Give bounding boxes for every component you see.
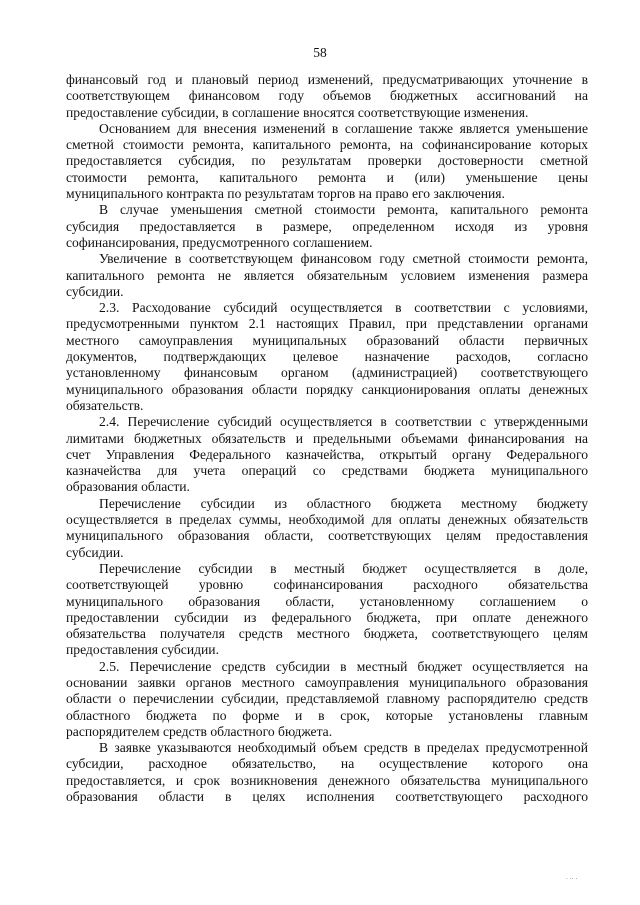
text-line: сметной стоимости ремонта, капитального ремонта, на софинансирование которых [66, 137, 588, 153]
text-line: 2.3. Расходование субсидий осуществляется в соответствии с условиями, [99, 300, 588, 316]
text-line: муниципального контракта по результатам торгов на право его заключения. [66, 186, 505, 202]
document-body [66, 72, 588, 805]
text-line: предоставлении субсидии из федерального бюджета, при оплате денежного [66, 609, 588, 625]
paragraph [66, 300, 588, 414]
text-line: лимитами бюджетных обязательств и предельными объемами финансирования на [66, 430, 588, 446]
text-line: предоставляется, и срок возникновения денежного обязательства муниципального [66, 772, 588, 788]
text-line: образования области. [66, 479, 190, 495]
text-line: соответствующем финансовом году объемов бюджетных ассигнований на [66, 88, 588, 104]
text-line: 2.4. Перечисление субсидий осуществляется в соответствии с утвержденными [99, 414, 588, 430]
text-line: Перечисление субсидии из областного бюджета местному бюджету [99, 495, 588, 511]
text-line: предоставляется субсидия, по результатам проверки достоверности сметной [66, 153, 588, 169]
paragraph [66, 414, 588, 495]
text-line: обязательств. [66, 397, 144, 413]
text-line: счет Управления Федерального казначейства, открытый органу Федерального [66, 446, 588, 462]
text-line: образования области в целях исполнения соответствующего расходного [66, 789, 588, 805]
text-line: предусмотренными пунктом 2.1 настоящих Правил, при представлении органами [66, 316, 588, 332]
text-line: областного бюджета по форме и в срок, которые установлены главным [66, 707, 588, 723]
paragraph [66, 659, 588, 740]
paragraph [66, 251, 588, 300]
paragraph [66, 496, 588, 561]
paragraph [66, 740, 588, 805]
text-line: 2.5. Перечисление средств субсидии в местный бюджет осуществляется на [99, 658, 588, 674]
scan-mark: · ·· · [566, 876, 578, 883]
text-line: субсидии. [66, 544, 124, 560]
text-line: субсидии. [66, 283, 124, 299]
text-line: субсидия предоставляется в размере, определенном исходя из уровня [66, 218, 588, 234]
text-line: осуществляется в пределах суммы, необходимой для оплаты денежных обязательств [66, 512, 588, 528]
text-line: Перечисление субсидии в местный бюджет осуществляется в доле, [99, 560, 588, 576]
text-line: установленному финансовым органом (администрацией) соответствующего [66, 365, 588, 381]
text-line: основании заявки органов местного самоуправления муниципального образования [66, 674, 588, 690]
paragraph [66, 561, 588, 659]
text-line: обязательства получателя средств местного бюджета, соответствующего целям [66, 626, 588, 642]
text-line: финансовый год и плановый период изменений, предусматривающих уточнение в [66, 72, 588, 87]
paragraph [66, 72, 588, 121]
text-line: В случае уменьшения сметной стоимости ремонта, капитального ремонта [99, 202, 588, 218]
text-line: документов, подтверждающих целевое назначение расходов, согласно [66, 349, 588, 365]
paragraph [66, 202, 588, 251]
text-line: распорядителем средств областного бюджета. [66, 723, 333, 739]
paragraph [66, 121, 588, 202]
text-line: муниципального образования области, установленному соглашением о [66, 593, 588, 609]
text-line: муниципального образования области порядку санкционирования оплаты денежных [66, 381, 588, 397]
text-line: софинансирования, предусмотренного соглашением. [66, 234, 373, 250]
text-line: субсидии, расходное обязательство, на осуществление которого она [66, 756, 588, 772]
text-line: Увеличение в соответствующем финансовом году сметной стоимости ремонта, [99, 251, 588, 267]
text-line: предоставления субсидии. [66, 642, 219, 658]
text-line: Основанием для внесения изменений в соглашение также является уменьшение [99, 120, 588, 136]
text-line: капитального ремонта не является обязательным условием изменения размера [66, 267, 588, 283]
text-line: соответствующей уровню софинансирования расходного обязательства [66, 577, 588, 593]
text-line: казначейства для учета операций со средствами бюджета муниципального [66, 463, 588, 479]
text-line: муниципального образования области, соответствующих целям предоставления [66, 528, 588, 544]
text-line: области о перечислении субсидии, представляемой главному распорядителю средств [66, 691, 588, 707]
text-line: предоставление субсидии, в соглашение вносятся соответствующие изменения. [66, 104, 529, 120]
text-line: стоимости ремонта, капитального ремонта и (или) уменьшение цены [66, 169, 588, 185]
text-line: местного самоуправления муниципальных образований области первичных [66, 332, 588, 348]
page-number: 58 [313, 45, 327, 60]
text-line: В заявке указываются необходимый объем средств в пределах предусмотренной [99, 740, 588, 756]
